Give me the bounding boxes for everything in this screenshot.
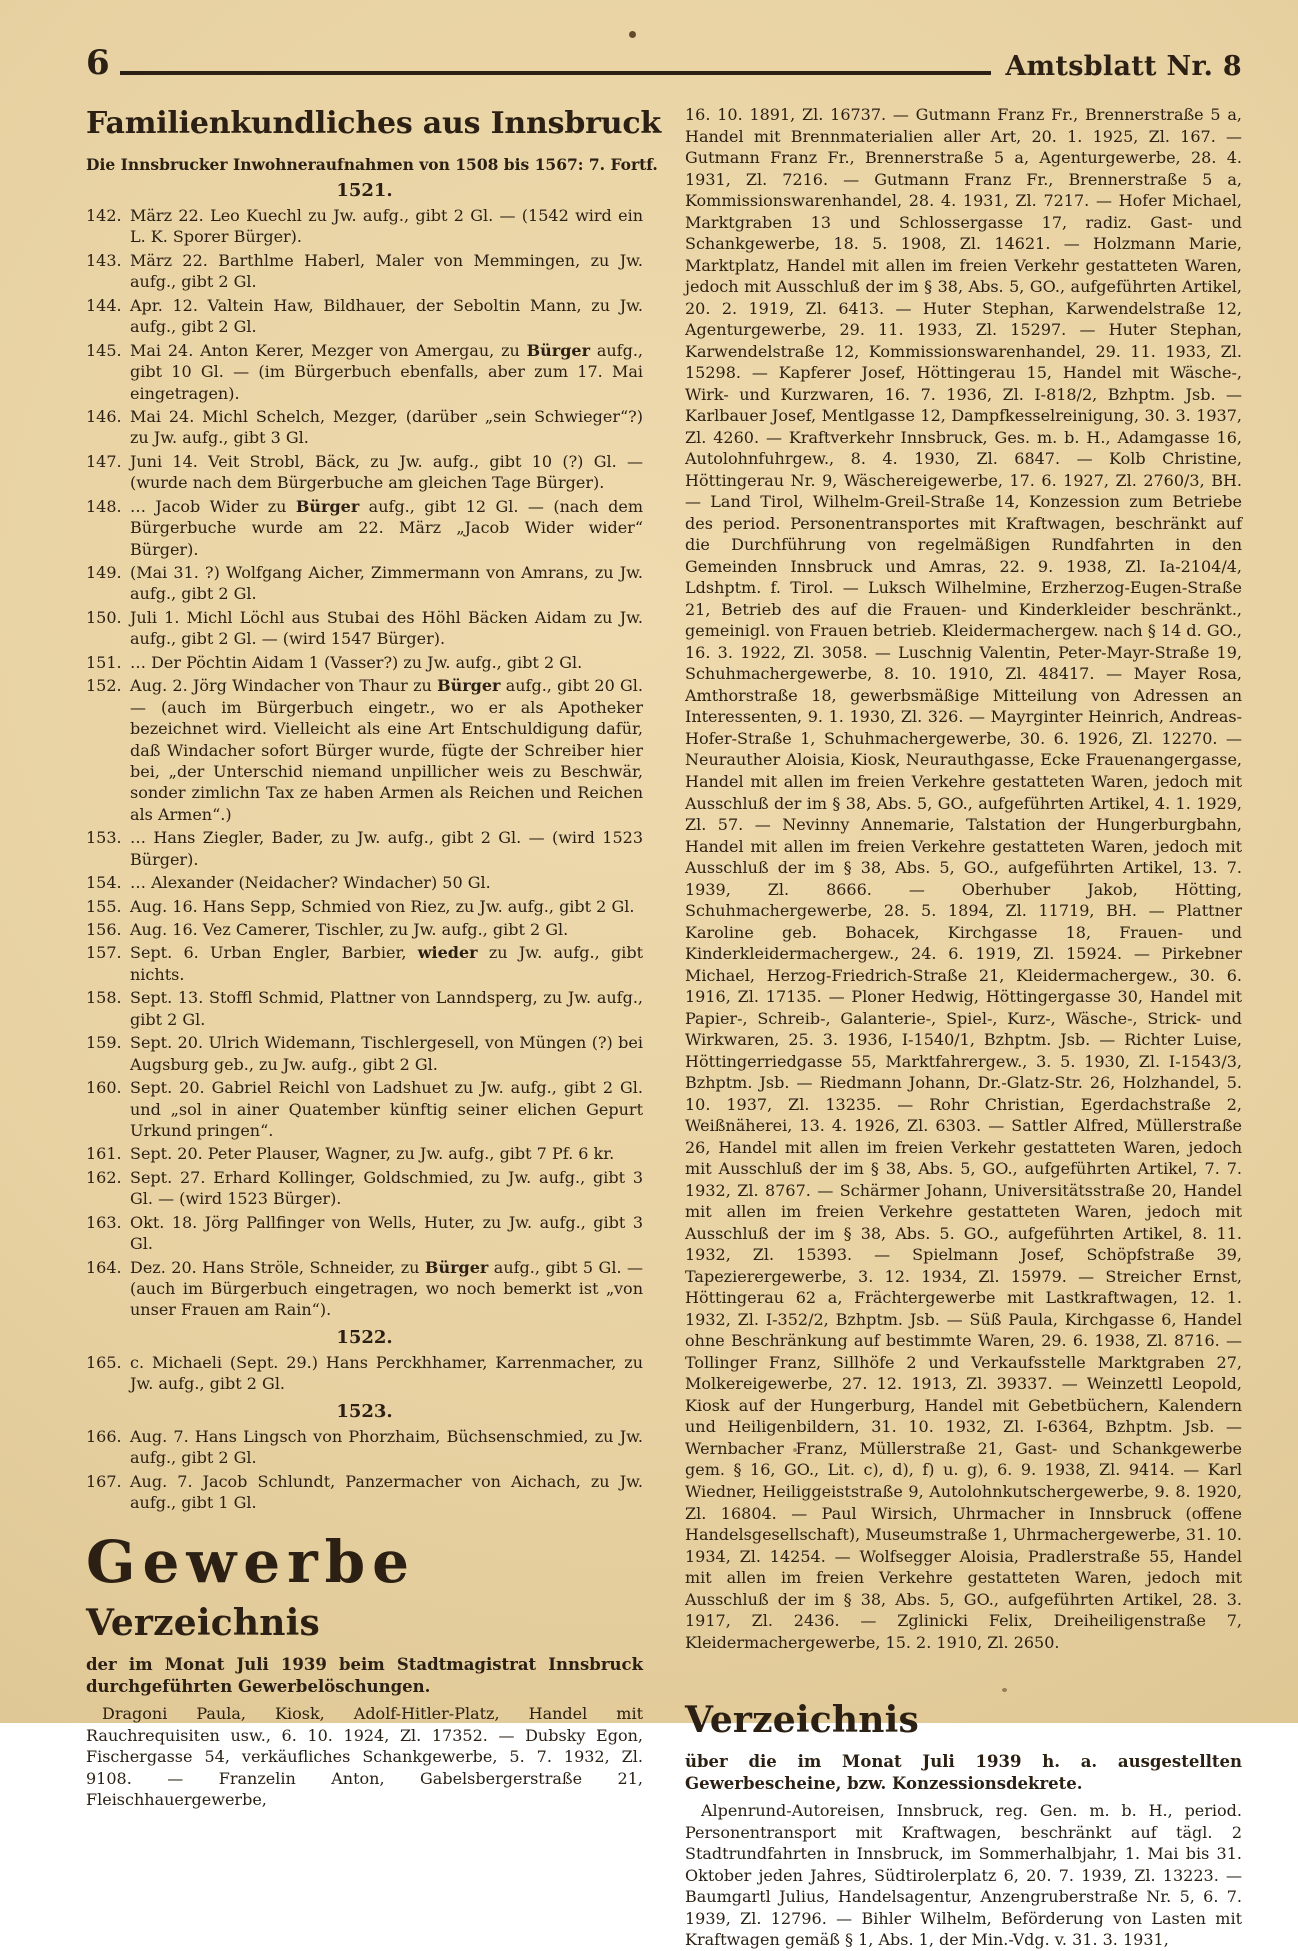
- register-entry: [86, 496, 643, 560]
- register-entry: [86, 942, 643, 985]
- entry-text: … Jacob Wider zu Bürger aufg., gibt 12 Gl. — (nach dem Bürgerbuche wurde am 22. März „Jacob Wider wider“ Bürger).: [130, 496, 643, 559]
- register-entry: [86, 919, 643, 940]
- entry-number: 148.: [86, 496, 122, 516]
- register-entry: [86, 827, 643, 870]
- register-entry: [86, 607, 643, 650]
- entry-text: Sept. 20. Ulrich Widemann, Tischlergesell, von Müngen (?) bei Augsburg geb., zu Jw. aufg., gibt 2 Gl.: [130, 1033, 643, 1074]
- entry-text: März 22. Barthlme Haberl, Maler von Memmingen, zu Jw. aufg., gibt 2 Gl.: [130, 250, 643, 292]
- entry-number: 143.: [86, 250, 122, 270]
- entry-number: 149.: [86, 563, 122, 582]
- entry-text: Sept. 27. Erhard Kollinger, Goldschmied, zu Jw. aufg., gibt 3 Gl. — (wird 1523 Bürger).: [130, 1167, 643, 1209]
- deletions-text-left: Dragoni Paula, Kiosk, Adolf-Hitler-Platz, Handel mit Rauchrequisiten usw., 6. 10. 1924, Zl. 17352. — Dubsky Egon, Fischergasse 54, verkäufliches Schankgewerbe, 5. 7. 1932, Zl. 9108. — Franzelin Anton, Gabelsbergerstraße 21, Fleischhauergewerbe,: [86, 1704, 643, 1810]
- entry-text: Sept. 20. Peter Plauser, Wagner, zu Jw. aufg., gibt 7 Pf. 6 kr.: [130, 1144, 615, 1164]
- register-entry: [86, 1212, 643, 1255]
- licenses-heading: Verzeichnis: [685, 1699, 919, 1742]
- gewerbe-heading: Gewerbe: [86, 1527, 416, 1596]
- register-entry: [86, 872, 643, 893]
- deletions-text-continued: 16. 10. 1891, Zl. 16737. — Gutmann Franz Fr., Brennerstraße 5 a, Handel mit Brennmaterialien aller Art, 20. 1. 1925, Zl. 167. — Gutmann Franz Fr., Brennerstraße 5 a, Agenturgewerbe, 28. 4. 1931, Zl. 7216. — Gutmann Franz Fr., Brennerstraße 5 a, Kommissionswarenhandel, 28. 4. 1931, Zl. 7217. — Hofer Michael, Marktgraben 13 und Schlossergasse 17, radiz. Gast- und Schankgewerbe, 18. 5. 1908, Zl. 14621. — Holzmann Marie, Marktplatz, Handel mit allen im freien Verkehr gestatteten Waren, jedoch mit Ausschluß der im § 38, Abs. 5, GO., aufgeführten Artikel, 20. 2. 1919, Zl. 6413. — Huter Stephan, Karwendelstraße 12, Agenturgewerbe, 29. 11. 1933, Zl. 15297. — Huter Stephan, Karwendelstraße 12, Kommissionswarenhandel, 29. 11. 1933, Zl. 15298. — Kapferer Josef, Höttingerau 15, Handel mit Wäsche-, Wirk- und Kurzwaren, 16. 7. 1936, Zl. I-818/2, Bzhptm. Jsb. — Karlbauer Josef, Mentlgasse 12, Dampfkesselreinigung, 30. 3. 1937, Zl. 4260. — Kraftverkehr Innsbruck, Ges. m. b. H., Adamgasse 16, Autolohnfuhrgew., 8. 4. 1930, Zl. 6847. — Kolb Christine, Höttingerau Nr. 9, Wäschereigewerbe, 17. 6. 1927, Zl. 2760/3, BH. — Land Tirol, Wilhelm-Greil-Straße 14, Konzession zum Betriebe des period. Personentransportes mit Kraftwagen, beschränkt auf die Durchführung von regelmäßigen Rundfahrten in den Gemeinden Innsbruck und Amras, 22. 9. 1938, Zl. Ia-2104/4, Ldshptm. f. Tirol. — Luksch Wilhelmine, Erzherzog-Eugen-Straße 21, Betrieb des auf die Frauen- und Kinderkleider beschränkt., gemeinigl. von Frauen betrieb. Kleidermachergew. nach § 14 d. GO., 16. 3. 1922, Zl. 3058. — Luschnig Valentin, Peter-Mayr-Straße 19, Schuhmachergewerbe, 8. 10. 1910, Zl. 48417. — Mayer Rosa, Amthorstraße 18, gewerbsmäßige Mitteilung von Adressen an Interessenten, 9. 1. 1930, Zl. 326. — Mayrginter Heinrich, Andreas-Hofer-Straße 1, Schuhmachergewerbe, 30. 6. 1926, Zl. 12270. — Neurauther Aloisia, Kiosk, Neurauthgasse, Ecke Frauenangergasse, Handel mit allen im freien Verkehre gestatteten Waren, jedoch mit Ausschluß der im § 38, Abs. 5, GO., aufgeführten Artikel, 4. 1. 1929, Zl. 57. — Nevinny Annemarie, Talstation der Hungerburgbahn, Handel mit allen im freien Verkehre gestatteten Waren, jedoch mit Ausschluß der im § 38, Abs. 5, GO., aufgeführten Artikel, 13. 7. 1939, Zl. 8666. — Oberhuber Jakob, Hötting, Schuhmachergewerbe, 28. 5. 1894, Zl. 11719, BH. — Plattner Karoline geb. Bohacek, Kirchgasse 18, Frauen- und Kinderkleidermachergew., 24. 6. 1919, Zl. 15924. — Pirkebner Michael, Herzog-Friedrich-Straße 21, Kleidermachergew., 30. 6. 1916, Zl. 17135. — Ploner Hedwig, Höttingergasse 30, Handel mit Papier-, Schreib-, Galanterie-, Spiel-, Kurz-, Wäsche-, Strick- und Wirkwaren, 25. 3. 1936, I-1540/1, Bzhptm. Jsb. — Richter Luise, Höttingerriedgasse 55, Marktfahrergew., 3. 5. 1930, Zl. I-1543/3, Bzhptm. Jsb. — Riedmann Johann, Dr.-Glatz-Str. 26, Holzhandel, 5. 10. 1937, Zl. 13235. — Rohr Christian, Egerdachstraße 2, Weißnäherei, 13. 4. 1926, Zl. 6303. — Sattler Alfred, Müllerstraße 26, Handel mit allen im freien Verkehr gestatteten Waren, jedoch mit Ausschluß der im § 38, Abs. 5, GO., aufgeführten Artikel, 7. 7. 1932, Zl. 8767. — Schärmer Johann, Universitätsstraße 20, Handel mit allen im freien Verkehre gestatteten Waren, jedoch mit Ausschluß der im § 38, Abs. 5. GO., aufgeführten Artikel, 8. 11. 1932, Zl. 15393. — Spielmann Josef, Schöpfstraße 39, Tapezierergewerbe, 3. 12. 1934, Zl. 15979. — Streicher Ernst, Höttingerau 62 a, Frächtergewerbe mit Lastkraftwagen, 12. 1. 1932, Zl. I-352/2, Bzhptm. Jsb. — Süß Paula, Kirchgasse 6, Handel ohne Beschränkung auf bestimmte Waren, 29. 6. 1938, Zl. 8716. — Tollinger Franz, Sillhöfe 2 und Verkaufsstelle Marktgraben 27, Molkereigewerbe, 27. 12. 1913, Zl. 39337. — Weinzettl Leopold, Kiosk auf der Hungerburg, Handel mit Gebetbüchern, Kalendern und Heiligenbildern, 31. 10. 1932, Zl. I-6364, Bzhptm. Jsb. — Wernbacher Franz, Müllerstraße 21, Gast- und Schankgewerbe gem. § 16, GO., Lit. c), d), f) u. g), 6. 9. 1938, Zl. 9414. — Karl Wiedner, Heiliggeiststraße 9, Autolohnkutschergewerbe, 9. 8. 1920, Zl. 16804. — Paul Wirsich, Uhrmacher in Innsbruck (offene Handelsgesellschaft), Museumstraße 1, Uhrmachergewerbe, 31. 10. 1934, Zl. 14254. — Wolfsegger Aloisia, Pradlerstraße 55, Handel mit allen im freien Verkehre gestatteten Waren, jedoch mit Ausschluß der im § 38, Abs. 5, GO., aufgeführten Artikel, 28. 3. 1917, Zl. 2436. — Zglinicki Felix, Dreiheiligenstraße 7, Kleidermachergewerbe, 15. 2. 1910, Zl. 2650.: [685, 105, 1242, 1652]
- entry-number: 142.: [86, 206, 122, 225]
- entry-text: c. Michaeli (Sept. 29.) Hans Perckhhamer, Karrenmacher, zu Jw. aufg., gibt 2 Gl.: [130, 1352, 643, 1394]
- entry-number: 155.: [86, 896, 122, 916]
- masthead: Amtsblatt Nr. 8: [1005, 51, 1242, 82]
- gewerbe-section: [86, 1527, 643, 1811]
- family-entries: [86, 180, 643, 1514]
- entry-number: 163.: [86, 1212, 122, 1232]
- register-entry: [86, 1143, 643, 1164]
- entry-text: Sept. 20. Gabriel Reichl von Ladshuet zu Jw. aufg., gibt 2 Gl. und „sol in ainer Quatember künftig seiner elichen Gepurt Urkund pringen“.: [130, 1078, 643, 1140]
- family-article-title: Familienkundliches aus Innsbruck: [86, 106, 661, 141]
- entry-number: 153.: [86, 828, 122, 848]
- entry-number: 145.: [86, 340, 122, 360]
- register-entry: [86, 1032, 643, 1075]
- entry-number: 158.: [86, 988, 122, 1008]
- entry-text: Juni 14. Veit Strobl, Bäck, zu Jw. aufg., gibt 10 (?) Gl. — (wurde nach dem Bürgerbuche am gleichen Tage Bürger).: [130, 451, 643, 493]
- entry-text: Aug. 7. Hans Lingsch von Phorzhaim, Büchsenschmied, zu Jw. aufg., gibt 2 Gl.: [130, 1426, 643, 1468]
- deletions-subheading: der im Monat Juli 1939 beim Stadtmagistrat Innsbruck durchgeführten Gewerbelöschungen.: [86, 1655, 643, 1696]
- register-entry: [86, 1352, 643, 1395]
- entry-text: Mai 24. Michl Schelch, Mezger, (darüber „sein Schwieger“?) zu Jw. aufg., gibt 3 Gl.: [130, 406, 643, 448]
- register-entry: [86, 1257, 643, 1321]
- entry-number: 157.: [86, 943, 122, 963]
- register-entry: [86, 1471, 643, 1514]
- entry-text: Aug. 7. Jacob Schlundt, Panzermacher von Aichach, zu Jw. aufg., gibt 1 Gl.: [130, 1471, 643, 1513]
- year-heading: 1523.: [336, 1400, 393, 1422]
- entry-text: Aug. 16. Hans Sepp, Schmied von Riez, zu Jw. aufg., gibt 2 Gl.: [130, 896, 635, 916]
- entry-number: 151.: [86, 652, 122, 672]
- entry-number: 167.: [86, 1471, 122, 1491]
- ink-speck: [793, 1448, 797, 1452]
- entry-text: Aug. 16. Vez Camerer, Tischler, zu Jw. aufg., gibt 2 Gl.: [130, 920, 569, 939]
- columns: [86, 104, 1242, 1951]
- register-entry: [86, 896, 643, 917]
- entry-number: 156.: [86, 920, 122, 939]
- entry-number: 146.: [86, 406, 122, 426]
- entry-number: 164.: [86, 1257, 122, 1277]
- entry-text: Okt. 18. Jörg Pallfinger von Wells, Huter, zu Jw. aufg., gibt 3 Gl.: [130, 1212, 643, 1254]
- entry-number: 144.: [86, 295, 122, 315]
- entry-text: … Hans Ziegler, Bader, zu Jw. aufg., gibt 2 Gl. — (wird 1523 Bürger).: [130, 828, 643, 869]
- entry-text: (Mai 31. ?) Wolfgang Aicher, Zimmermann von Amrans, zu Jw. aufg., gibt 2 Gl.: [130, 563, 643, 604]
- register-entry: [86, 1077, 643, 1141]
- ink-speck: [1002, 1688, 1007, 1692]
- entry-number: 150.: [86, 607, 122, 627]
- entry-text: … Der Pöchtin Aidam 1 (Vasser?) zu Jw. aufg., gibt 2 Gl.: [130, 652, 583, 672]
- register-entry: [86, 562, 643, 605]
- licenses-text: Alpenrund-Autoreisen, Innsbruck, reg. Gen. m. b. H., period. Personentransport mit Kraftwagen, beschränkt auf tägl. 2 Stadtrundfahrten in Innsbruck, im Sommerhalbjahr, 1. Mai bis 31. Oktober jeden Jahres, Südtirolerplatz 6, 20. 7. 1939, Zl. 13223. — Baumgartl Julius, Handelsagentur, Anzengruberstraße Nr. 5, 6. 7. 1939, Zl. 12796. — Bihler Wilhelm, Beförderung von Lasten mit Kraftwagen gemäß § 1, Abs. 1, der Min.-Vdg. v. 31. 3. 1931,: [685, 1801, 1242, 1950]
- register-entry: [86, 451, 643, 494]
- page-header: [86, 43, 1242, 83]
- register-entry: [86, 205, 643, 248]
- year-heading: 1522.: [336, 1326, 393, 1348]
- register-entry: [86, 1167, 643, 1210]
- entry-text: Sept. 13. Stoffl Schmid, Plattner von Lanndsperg, zu Jw. aufg., gibt 2 Gl.: [130, 988, 643, 1029]
- deletions-heading: Verzeichnis: [86, 1602, 320, 1645]
- entry-text: … Alexander (Neidacher? Windacher) 50 Gl.: [130, 873, 491, 893]
- entry-number: 161.: [86, 1144, 122, 1164]
- entry-text: Aug. 2. Jörg Windacher von Thaur zu Bürger aufg., gibt 20 Gl. — (auch im Bürgerbuch eingetr., wo er als Apotheker bezeichnet wird. Vielleicht als eine Art Entschuldigung dafür, daß Windacher sofort Bürger wurde, fügte der Schreiber hier bei, „der Unterschid niemand unpillicher weis zu Beschwär, sonder zimlichn Tax ze haben Armen als Reichen und Reichen als Armen“.): [130, 676, 643, 824]
- entry-text: Apr. 12. Valtein Haw, Bildhauer, der Seboltin Mann, zu Jw. aufg., gibt 2 Gl.: [130, 295, 643, 337]
- year-heading: 1521.: [336, 180, 393, 201]
- register-entry: [86, 295, 643, 338]
- family-article: [86, 106, 661, 1514]
- entry-number: 166.: [86, 1426, 122, 1446]
- register-entry: [86, 1426, 643, 1469]
- entry-text: Dez. 20. Hans Ströle, Schneider, zu Bürger aufg., gibt 5 Gl. — (auch im Bürgerbuch eingetragen, wo noch bemerkt ist „von unser Frauen am Rain“).: [130, 1257, 643, 1320]
- right-column: [685, 104, 1242, 1951]
- licenses-subheading: über die im Monat Juli 1939 h. a. ausgestellten Gewerbescheine, bzw. Konzessionsdekrete.: [685, 1752, 1242, 1793]
- entry-number: 154.: [86, 873, 122, 893]
- header-rule: [120, 71, 992, 75]
- register-entry: [86, 340, 643, 404]
- page-number: 6: [86, 43, 110, 83]
- entry-text: März 22. Leo Kuechl zu Jw. aufg., gibt 2 Gl. — (1542 wird ein L. K. Sporer Bürger).: [130, 206, 643, 247]
- register-entry: [86, 987, 643, 1030]
- entry-number: 165.: [86, 1352, 122, 1372]
- entry-number: 147.: [86, 451, 122, 471]
- left-column: [86, 104, 661, 1951]
- entry-text: Mai 24. Anton Kerer, Mezger von Amergau, zu Bürger aufg., gibt 10 Gl. — (im Bürgerbuch ebenfalls, aber zum 17. Mai eingetragen).: [130, 340, 644, 403]
- ink-speck: [629, 31, 636, 38]
- licenses-section: [685, 1699, 1242, 1950]
- entry-number: 159.: [86, 1033, 122, 1053]
- entry-number: 162.: [86, 1167, 122, 1187]
- register-entry: [86, 250, 643, 293]
- entry-number: 152.: [86, 676, 122, 696]
- entry-number: 160.: [86, 1078, 122, 1098]
- entry-text: Juli 1. Michl Löchl aus Stubai des Höhl Bäcken Aidam zu Jw. aufg., gibt 2 Gl. — (wird 1547 Bürger).: [130, 607, 643, 649]
- family-article-subtitle: Die Innsbrucker Inwohneraufnahmen von 1508 bis 1567: 7. Fortf.: [86, 155, 658, 174]
- register-entry: [86, 652, 643, 673]
- entry-text: Sept. 6. Urban Engler, Barbier, wieder zu Jw. aufg., gibt nichts.: [130, 943, 643, 984]
- register-entry: [86, 675, 643, 825]
- register-entry: [86, 406, 643, 449]
